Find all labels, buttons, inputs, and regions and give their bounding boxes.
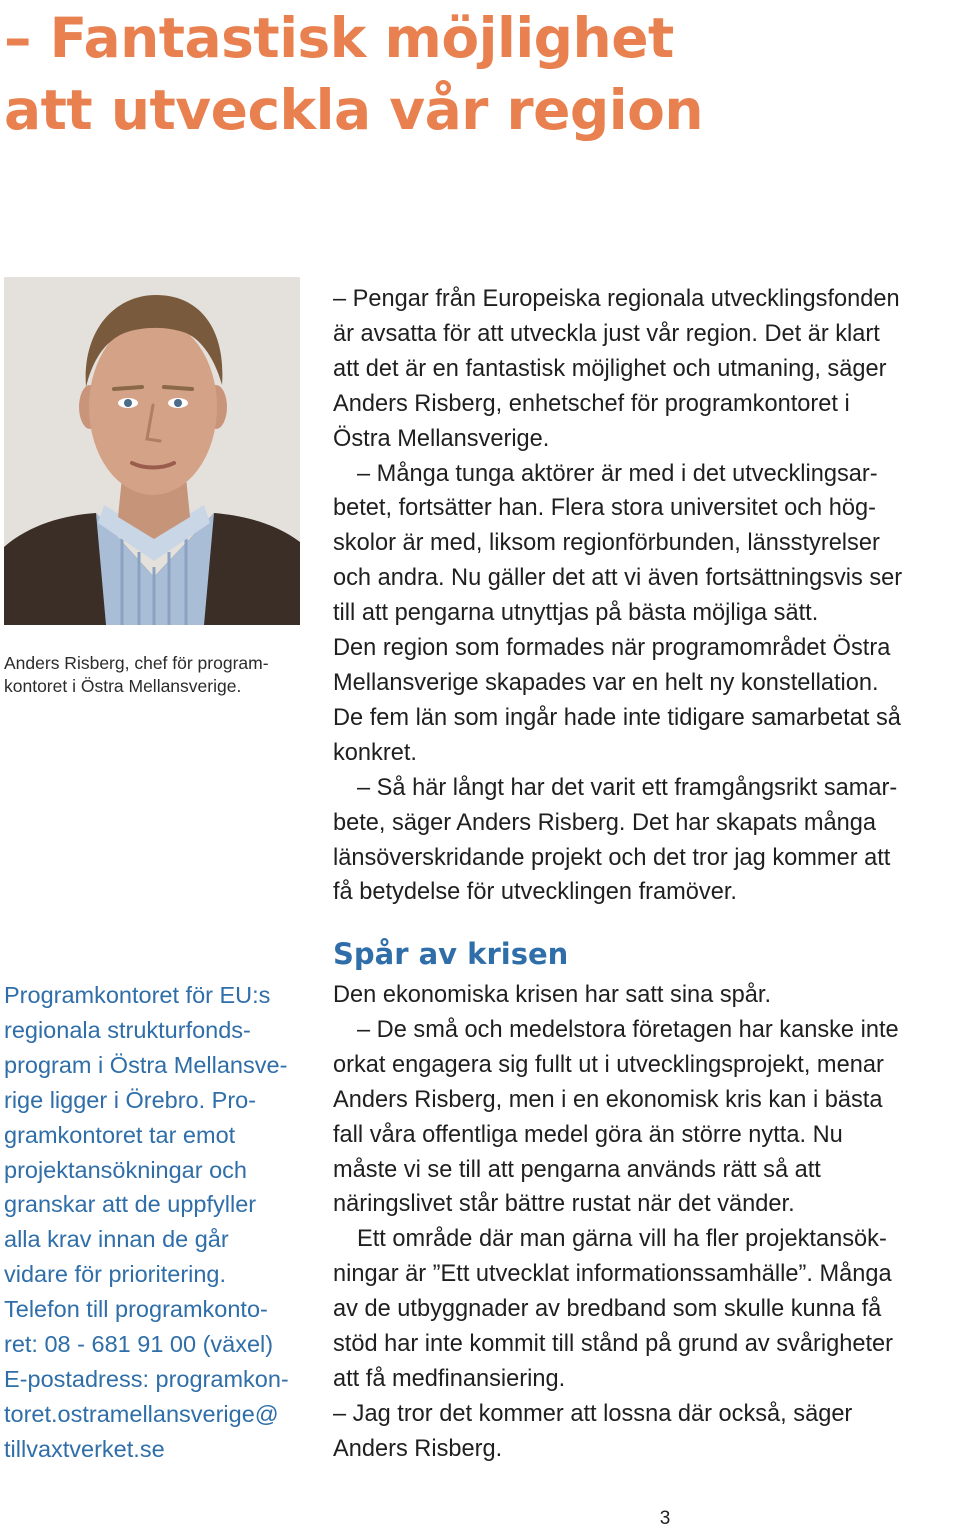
info-line: vidare för prioritering. [4,1261,227,1288]
body-line: bete, säger Anders Risberg. Det har skapats många [333,809,876,836]
body-line: Mellansverige skapades var en helt ny konstellation. [333,669,879,696]
body-line: betet, fortsätter han. Flera stora universitet och hög- [333,495,876,522]
body-line: att det är en fantastisk möjlighet och utmaning, säger [333,355,887,382]
section-subheading: Spår av krisen [333,937,569,971]
body-line: av de utbyggnader av bredband som skulle kunna få [333,1296,882,1323]
info-line: gramkontoret tar emot [4,1121,236,1148]
page-number: 3 [659,1508,671,1529]
email-line: toret.ostramellansverige@ [4,1400,279,1427]
body-line: Den ekonomiska krisen har satt sina spår. [333,982,772,1008]
info-line: projektansökningar och [4,1156,247,1183]
body-line: – De små och medelstora företagen har kanske inte [357,1016,899,1043]
info-line: program i Östra Mellansve- [4,1051,288,1078]
portrait-photo [4,277,300,625]
info-line: Programkontoret för EU:s [4,982,271,1008]
body-line: konkret. [333,739,417,766]
body-line: orkat engagera sig fullt ut i utvecklingsprojekt, menar [333,1051,884,1078]
body-line: näringslivet står bättre rustat när det vänder. [333,1191,795,1218]
body-line: måste vi se till att pengarna används rätt så att [333,1156,821,1183]
body-line: De fem län som ingår hade inte tidigare samarbetat så [333,704,901,731]
body-line: – Jag tror det kommer att lossna där också, säger [333,1400,853,1427]
body-line: Den region som formades när programområdet Östra [333,635,891,662]
body-line: – Pengar från Europeiska regionala utvecklingsfonden [333,286,900,312]
info-line: regionala strukturfonds- [4,1016,251,1043]
body-line: skolor är med, liksom regionförbunden, länsstyrelser [333,530,880,557]
info-line: granskar att de uppfyller [4,1191,257,1218]
photo-caption [4,652,300,698]
body-line: stöd har inte kommit till stånd på grund av svårigheter [333,1331,893,1358]
body-line: Östra Mellansverige. [333,425,550,452]
email-line: tillvaxtverket.se [4,1435,165,1462]
body-line: till att pengarna utnyttjas på bästa möjliga sätt. [333,600,819,627]
body-line: ningar är ”Ett utvecklat informationssamhälle”. Många [333,1261,892,1288]
contact-info-box [4,978,304,1467]
body-line: få betydelse för utvecklingen framöver. [333,879,737,906]
section-body [333,978,958,1467]
body-line: och andra. Nu gäller det att vi även fortsättningsvis ser [333,565,903,592]
heading-line: – Fantastisk möjlighet [4,6,674,70]
caption-line: Anders Risberg, chef för program- [4,653,269,673]
info-line: rige ligger i Örebro. Pro- [4,1086,257,1113]
phone-line: Telefon till programkonto- [4,1296,268,1323]
portrait-illustration [4,277,300,625]
article-heading [4,2,954,146]
article-body [333,282,958,910]
body-line: – Så här långt har det varit ett framgångsrikt samar- [357,774,898,801]
body-line: Ett område där man gärna vill ha fler projektansök- [357,1226,887,1253]
caption-line: kontoret i Östra Mellansverige. [4,676,242,696]
body-line: Anders Risberg, men i en ekonomisk kris kan i bästa [333,1086,883,1113]
body-line: – Många tunga aktörer är med i det utvecklingsar- [357,460,878,487]
body-line: att få medfinansiering. [333,1365,566,1392]
body-line: Anders Risberg, enhetschef för programkontoret i [333,390,850,417]
info-line: alla krav innan de går [4,1226,229,1253]
body-line: Anders Risberg. [333,1435,503,1462]
body-line: länsöverskridande projekt och det tror jag kommer att [333,844,891,871]
body-line: fall våra offentliga medel göra än större nytta. Nu [333,1121,843,1148]
heading-line: att utveckla vår region [4,78,704,142]
phone-line: ret: 08 - 681 91 00 (växel) [4,1331,274,1358]
email-line: E-postadress: programkon- [4,1365,289,1392]
body-line: är avsatta för att utveckla just vår region. Det är klart [333,320,880,347]
